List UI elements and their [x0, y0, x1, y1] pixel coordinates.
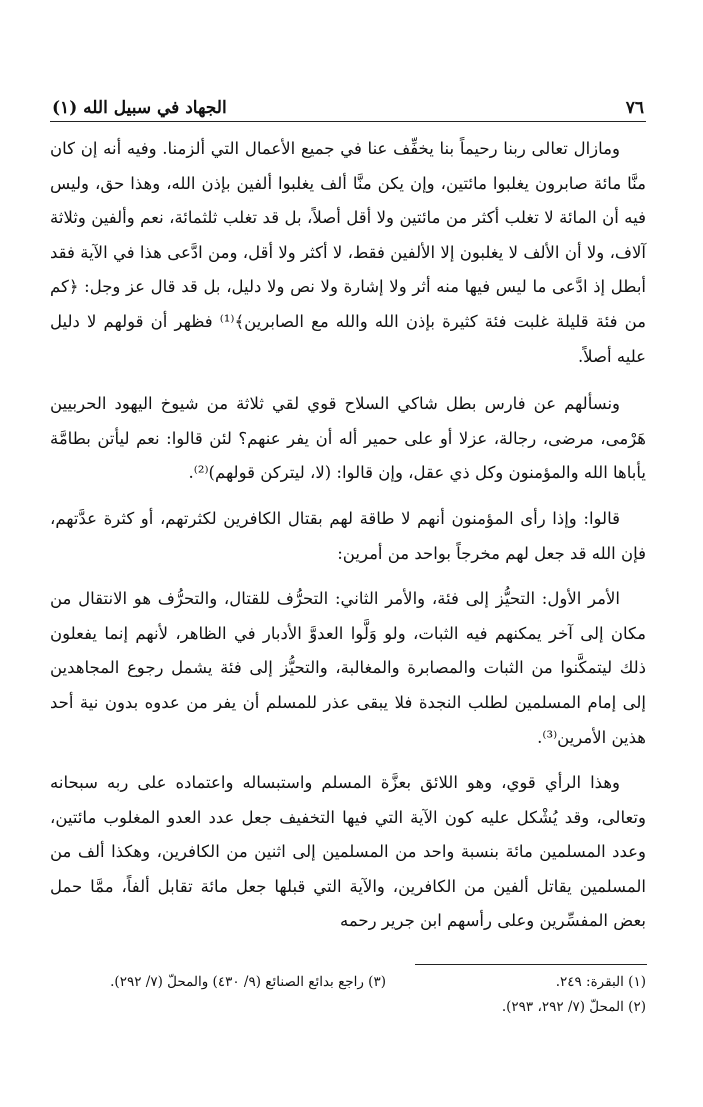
header-divider [50, 121, 646, 122]
footnote-row [50, 995, 646, 1020]
paragraph-3: قالوا: وإذا رأى المؤمنون أنهم لا طاقة لهم بقتال الكافرين لكثرتهم، أو كثرة عدَّتهم، فإن الله قد جعل لهم مخرجاً بواحد من أمرين: [50, 508, 646, 563]
running-title: الجهاد في سبيل الله (١) [52, 98, 227, 118]
paragraph-2: ونسألهم عن فارس بطل شاكي السلاح قوي لقي ثلاثة من شيوخ اليهود الحربيين هَرْمى، مرضى، رجالة، عزلا أو على حمير أله أن يفر عنهم؟ لئن قالوا: نعم ليأتن بطامَّة يأباها الله والمؤمنون وكل ذي عقل، وإن قالوا: (لا، ليتركن قولهم)⁽²⁾. [50, 394, 646, 483]
footnote-2: (٢) المحلّ (٧/ ٢٩٢، ٢٩٣). [501, 999, 646, 1015]
paragraph-5: وهذا الرأي قوي، وهو اللائق بعزَّة المسلم واستبساله واعتماده على ربه سبحانه وتعالى، وقد يُشْكل عليه كون الآية التي فيها التخفيف جعل عدد العدو المغلوب مائتين، وعدد المسلمين مائة بنسبة واحد من المسلمين إلى اثنين من الكافرين، وهكذا ألف من المسلمين يقاتل ألفين من الكافرين، والآية التي قبلها جعل مائة تقابل ألفاً، ممَّا حمل بعض المفسِّرين وعلى رأسهم ابن جرير رحمه [50, 773, 646, 931]
page-header [52, 88, 644, 118]
footnote-1: (١) البقرة: ٢٤٩. [555, 974, 646, 990]
footnote-row [50, 970, 646, 995]
page-number: ٧٦ [625, 98, 644, 118]
footnote-3: (٣) راجع بدائع الصنائع (٩/ ٤٣٠) والمحلّ (٧/ ٢٩٢). [110, 974, 386, 990]
footnote-divider [415, 964, 647, 965]
footnotes [50, 970, 646, 1020]
paragraph-1: ومازال تعالى ربنا رحيماً بنا يخفِّف عنا في جميع الأعمال التي ألزمنا. وفيه أنه إن كان منَّا مائة صابرون يغلبوا مائتين، وإن يكن منَّا ألف يغلبوا ألفين بإذن الله، وهذا حق، وليس فيه أن المائة لا تغلب أكثر من مائتين ولا أقل أصلاً، بل قد تغلب ثلثمائة، نعم وألفين وثلاثة آلاف، ولا أن الألف لا يغلبون إلا الألفين فقط، لا أكثر ولا أقل، ومن ادَّعى هذا في الآية فقد أبطل إذ ادَّعى ما ليس فيها منه أثر ولا إشارة ولا نص ولا دليل، بل قد قال عز وجل: ﴿كم من فئة قليلة غلبت فئة كثيرة بإذن الله والله مع الصابرين﴾⁽¹⁾ فظهر أن قولهم لا دليل عليه أصلاً. [50, 139, 646, 366]
paragraph-4: الأمر الأول: التحيُّز إلى فئة، والأمر الثاني: التحرُّف للقتال، والتحرُّف هو الانتقال من مكان إلى آخر يمكنهم فيه الثبات، ولو وَلَّوا العدوَّ الأدبار في الظاهر، لأنهم إنما يفعلون ذلك ليتمكَّنوا من الثبات والمصابرة والمغالبة، والتحيُّز إلى فئة يشمل رجوع المجاهدين إلى إمام المسلمين لطلب النجدة فلا يبقى عذر للمسلم أن يفر من عدوه بدون نية أحد هذين الأمرين⁽³⁾. [50, 589, 646, 747]
body-text [50, 132, 646, 939]
